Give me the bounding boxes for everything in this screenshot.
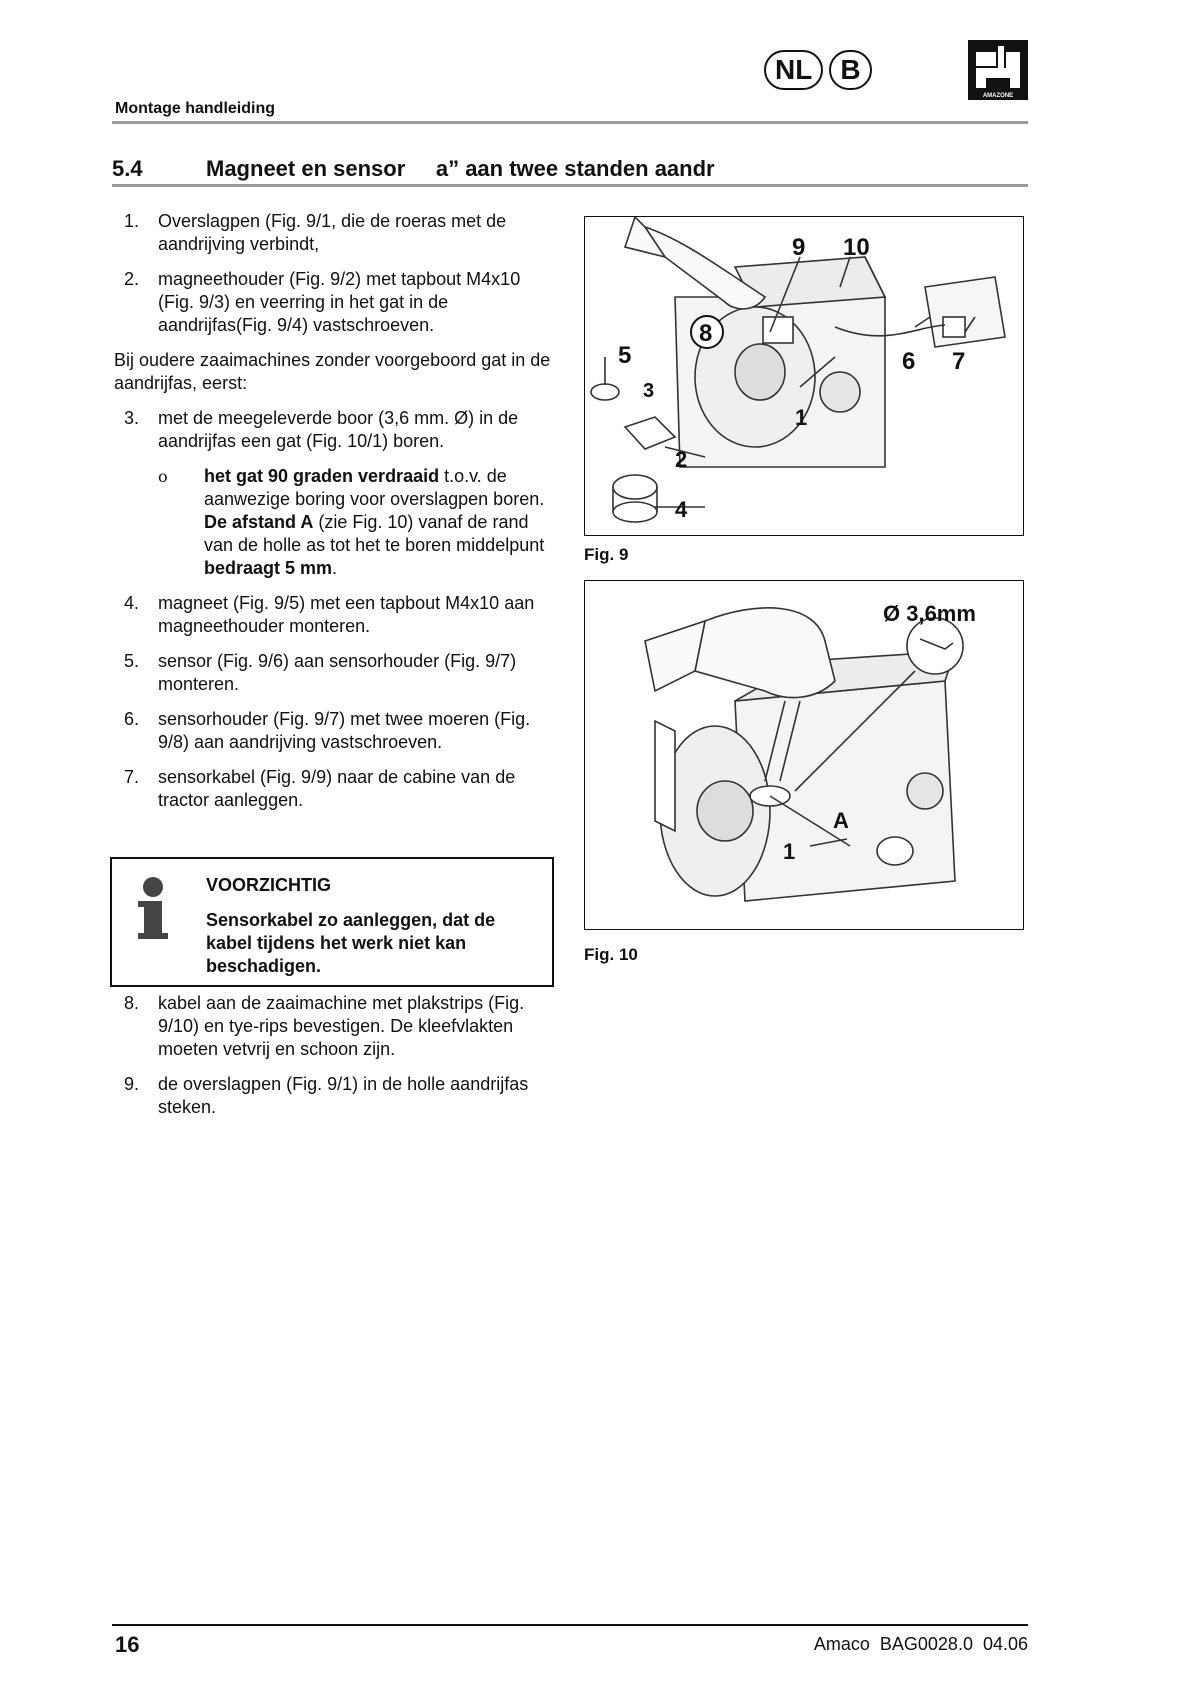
step-number: 1. <box>124 211 140 231</box>
section-rule <box>112 184 1028 187</box>
emphasis: bedraagt 5 mm <box>204 558 333 578</box>
list-item <box>112 268 560 337</box>
emphasis: het gat 90 graden verdraaid <box>204 466 440 486</box>
label-6: 6 <box>902 348 916 375</box>
page-number: 16 <box>115 1632 140 1657</box>
list-item <box>112 592 560 638</box>
step-text: kabel aan de zaaimachine met plakstrips (Fig. 9/10) en tye-rips bevestigen. De kleefvlakten moeten vetvrij en schoon zijn. <box>158 993 525 1059</box>
label-1: 1 <box>783 839 796 864</box>
sub-text: . <box>332 558 338 578</box>
sub-bullet <box>158 465 560 580</box>
intro-paragraph: Bij oudere zaaimachines zonder voorgeboord gat in de aandrijfas, eerst: <box>114 350 551 393</box>
label-9: 9 <box>792 234 806 261</box>
step-number: 7. <box>124 767 140 787</box>
caution-box <box>110 857 554 987</box>
label-10: 10 <box>843 234 870 261</box>
header-rule <box>112 121 1028 124</box>
label-5: 5 <box>618 342 632 369</box>
sub-text: t.o.v. de aanwezige boring voor overslagpen boren. <box>204 466 545 509</box>
drill-size-label: Ø 3,6mm <box>883 601 976 626</box>
figure-9 <box>584 216 1024 536</box>
step-number: 5. <box>124 651 140 671</box>
figure-9-illustration <box>585 217 1022 534</box>
label-2: 2 <box>675 447 688 472</box>
step-text: magneethouder (Fig. 9/2) met tapbout M4x10 (Fig. 9/3) en veerring in het gat in de aandrijfas(Fig. 9/4) vastschroeven. <box>158 269 521 335</box>
figure-10-caption: Fig. 10 <box>584 945 638 964</box>
info-icon <box>136 877 170 946</box>
list-item <box>112 766 560 812</box>
language-badges <box>764 50 872 90</box>
section-number: 5.4 <box>112 156 143 181</box>
emphasis: De afstand A <box>204 512 314 532</box>
figure-9-caption: Fig. 9 <box>584 545 629 564</box>
figure-10 <box>584 580 1024 930</box>
label-3: 3 <box>643 380 655 402</box>
instructions-column <box>112 210 560 824</box>
step-number: 2. <box>124 269 140 289</box>
label-1: 1 <box>795 405 808 430</box>
step-text: sensorkabel (Fig. 9/9) naar de cabine van de tractor aanleggen. <box>158 767 516 810</box>
logo-wordmark: AMAZONE <box>982 93 1014 99</box>
list-item <box>112 1073 560 1119</box>
label-a: A <box>833 808 849 833</box>
language-badge-nl: NL <box>764 50 823 90</box>
step-number: 3. <box>124 408 140 428</box>
amazone-logo <box>968 40 1028 100</box>
caution-text: Sensorkabel zo aanleggen, dat de kabel tijdens het werk niet kan beschadigen. <box>206 910 496 976</box>
label-4: 4 <box>675 497 688 522</box>
header-label: Montage handleiding <box>115 100 275 117</box>
label-7: 7 <box>952 348 966 375</box>
step-text: Overslagpen (Fig. 9/1, die de roeras met de aandrijving verbindt, <box>158 211 507 254</box>
document-reference: Amaco BAG0028.0 04.06 <box>813 1634 1028 1654</box>
language-badge-b: B <box>829 50 871 90</box>
step-text: magneet (Fig. 9/5) met een tapbout M4x10 aan magneethouder monteren. <box>158 593 535 636</box>
list-item <box>112 210 560 256</box>
step-number: 9. <box>124 1074 140 1094</box>
bullet-icon: o <box>158 467 168 486</box>
caution-title: VOORZICHTIG <box>206 875 331 895</box>
sub-text: (zie Fig. 10) vanaf de rand van de holle as tot het te boren middelpunt <box>204 512 545 555</box>
instructions-continued <box>112 992 560 1131</box>
list-item <box>112 650 560 696</box>
step-number: 6. <box>124 709 140 729</box>
section-title <box>112 156 715 182</box>
footer-rule <box>112 1624 1028 1626</box>
label-8: 8 <box>699 320 713 347</box>
step-text: met de meegeleverde boor (3,6 mm. Ø) in de aandrijfas een gat (Fig. 10/1) boren. <box>158 408 519 451</box>
section-title-text: Magneet en sensor a” aan twee standen aandr <box>206 156 715 181</box>
step-number: 4. <box>124 593 140 613</box>
list-item <box>112 407 560 453</box>
step-text: sensor (Fig. 9/6) aan sensorhouder (Fig. 9/7) monteren. <box>158 651 517 694</box>
step-text: sensorhouder (Fig. 9/7) met twee moeren (Fig. 9/8) aan aandrijving vastschroeven. <box>158 709 531 752</box>
step-text: de overslagpen (Fig. 9/1) in de holle aandrijfas steken. <box>158 1074 529 1117</box>
step-number: 8. <box>124 993 140 1013</box>
list-item <box>112 708 560 754</box>
list-item <box>112 992 560 1061</box>
figure-10-illustration <box>585 581 1022 928</box>
